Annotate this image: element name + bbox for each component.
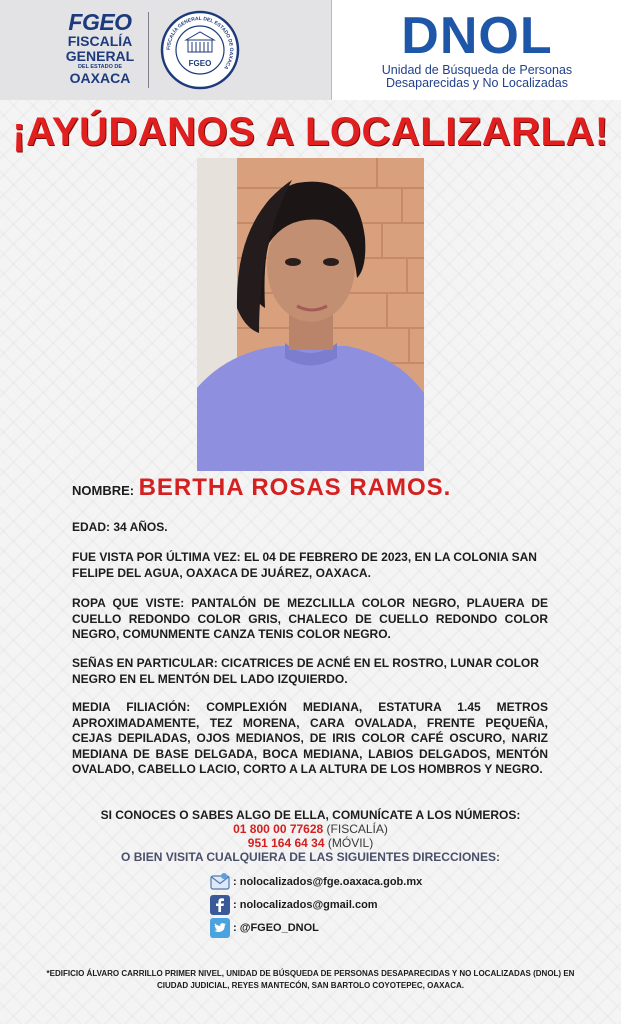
last-seen-text: FUE VISTA POR ÚLTIMA VEZ: EL 04 DE FEBRERO DE 2023, EN LA COLONIA SAN FELIPE DEL AGUA, OAXACA DE JUÁREZ, OAXACA. <box>72 550 537 580</box>
fgeo-logo <box>62 10 138 86</box>
facebook-account[interactable]: : nolocalizados@gmail.com <box>233 899 378 911</box>
fgeo-brand: FGEO <box>68 9 132 35</box>
fgeo-seal-icon <box>160 10 240 90</box>
dnol-header-block <box>332 0 621 100</box>
person-age: EDAD: 34 AÑOS. <box>72 520 168 534</box>
fgeo-header-block <box>0 0 332 100</box>
visit-directions-text: O BIEN VISITA CUALQUIERA DE LAS SIGUIENTES DIRECCIONES: <box>121 850 500 864</box>
footnote-line1: *EDIFICIO ÁLVARO CARRILLO PRIMER NIVEL, UNIDAD DE BÚSQUEDA DE PERSONAS DESAPARECIDAS Y NO LOCALIZADAS (DNOL) EN <box>46 969 575 978</box>
twitter-handle[interactable]: : @FGEO_DNOL <box>233 922 319 934</box>
phone1-number[interactable]: 01 800 00 77628 <box>233 822 324 836</box>
address-footnote <box>40 968 581 992</box>
fgeo-line-general: GENERAL <box>65 48 135 64</box>
contact-intro: SI CONOCES O SABES ALGO DE ELLA, COMUNÍCATE A LOS NÚMEROS: <box>100 808 521 822</box>
person-name: BERTHA ROSAS RAMOS. <box>138 474 452 501</box>
poster-headline: ¡AYÚDANOS A LOCALIZARLA! <box>12 110 609 154</box>
facebook-icon <box>210 895 230 915</box>
dnol-subtitle <box>332 64 621 90</box>
email-address[interactable]: : nolocalizados@fge.oaxaca.gob.mx <box>233 876 423 888</box>
clothing-text: ROPA QUE VISTE: PANTALÓN DE MEZCLILLA COLOR NEGRO, PLAUERA DE CUELLO REDONDO COLOR GRIS, CHALECO DE CUELLO REDONDO COLOR NEGRO, COMUNMENTE CANZA TENIS COLOR NEGRO. <box>72 596 548 641</box>
fgeo-line-oaxaca: OAXACA <box>69 70 131 86</box>
facebook-contact[interactable] <box>210 895 378 915</box>
missing-person-photo <box>197 158 424 471</box>
seal-brand: FGEO <box>188 59 212 68</box>
fgeo-line-del-estado: DEL ESTADO DE <box>77 64 123 70</box>
phone-movil <box>0 836 621 850</box>
fgeo-line-fiscalia: FISCALÍA <box>67 33 133 49</box>
dnol-subtitle-line1: Unidad de Búsqueda de Personas <box>381 63 573 77</box>
person-name-row <box>72 474 451 502</box>
dnol-subtitle-line2: Desaparecidas y No Localizadas <box>385 76 568 90</box>
seal-ring-text: FISCALÍA GENERAL DEL ESTADO DE OAXACA <box>165 15 235 71</box>
email-contact[interactable] <box>210 872 422 892</box>
header-divider <box>148 12 149 88</box>
physical-description-text: MEDIA FILIACIÓN: COMPLEXIÓN MEDIANA, ESTATURA 1.45 METROS APROXIMADAMENTE, TEZ MORENA, CARA OVALADA, FRENTE PEQUEÑA, CEJAS DEPILADAS, OJOS MEDIANOS, DE IRIS COLOR CAFÉ OSCURO, NARIZ MEDIANA DE BASE DELGADA, BOCA MEDIANA, LABIOS DELGADOS, MENTÓN OVALADO, CABELLO LACIO, CORTO A LA ALTURA DE LOS HOMBROS Y NEGRO. <box>72 700 548 776</box>
footnote-line2: CIUDAD JUDICIAL, REYES MANTECÓN, SAN BARTOLO COYOTEPEC, OAXACA. <box>157 981 464 990</box>
poster-header <box>0 0 621 100</box>
twitter-icon <box>210 918 230 938</box>
phone1-label: (FISCALÍA) <box>326 822 388 836</box>
distinctive-marks-text: SEÑAS EN PARTICULAR: CICATRICES DE ACNÉ EN EL ROSTRO, LUNAR COLOR NEGRO EN EL MENTÓN DEL LADO IZQUIERDO. <box>72 656 539 686</box>
phone-fiscalia <box>0 822 621 836</box>
phone2-number[interactable]: 951 164 64 34 <box>247 836 325 850</box>
phone2-label: (MÓVIL) <box>327 836 374 850</box>
twitter-contact[interactable] <box>210 918 319 938</box>
dnol-logo-title: DNOL <box>401 7 553 65</box>
email-icon <box>210 872 230 892</box>
name-label: NOMBRE: <box>72 483 135 498</box>
